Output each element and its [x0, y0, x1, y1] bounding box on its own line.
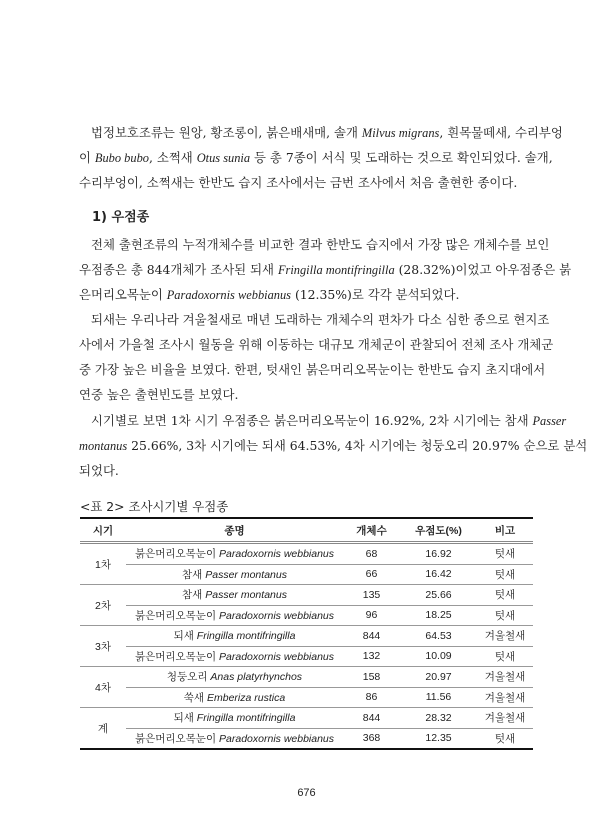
period-cell: 2차	[80, 585, 126, 626]
paragraph-line	[79, 361, 546, 379]
text-span: 법정보호조류는 원앙, 황조롱이, 붉은배새매, 솔개	[91, 125, 362, 140]
scientific-name: Fringilla montifringilla	[196, 630, 296, 643]
text-span: 수리부엉이, 소쩍새는 한반도 습지 조사에서는 금번 조사에서 처음 출현한 종이다.	[79, 175, 518, 190]
dominance-cell: 11.56	[400, 687, 477, 708]
text-span: 은머리오목눈이	[79, 287, 167, 302]
note-cell: 텃새	[477, 605, 533, 626]
text-span: , 흰목물떼새, 수리부엉	[439, 125, 563, 140]
scientific-name: Fringilla montifringilla	[196, 712, 296, 725]
count-cell: 844	[343, 708, 400, 729]
dominance-cell: 64.53	[400, 626, 477, 647]
table-row	[80, 708, 533, 729]
text-span: 되새는 우리나라 겨울철새로 매년 도래하는 개체수의 편차가 다소 심한 종으로 현지조	[91, 312, 550, 327]
paragraph-line	[79, 437, 588, 455]
korean-name: 청둥오리	[166, 671, 208, 684]
table-row	[80, 543, 533, 565]
dominance-cell: 16.92	[400, 543, 477, 565]
paragraph-line	[79, 261, 572, 279]
korean-name: 참새	[182, 589, 203, 602]
paragraph-line	[79, 286, 533, 304]
table-row	[80, 564, 533, 585]
species-cell	[126, 667, 343, 688]
scientific-name: Paradoxornis webbianus	[166, 288, 291, 302]
paragraph-line	[91, 124, 563, 142]
paragraph-line	[91, 311, 550, 329]
korean-name: 붉은머리오목눈이	[134, 650, 217, 663]
note-cell: 텃새	[477, 543, 533, 565]
period-cell: 계	[80, 708, 126, 750]
korean-name: 붉은머리오목눈이	[134, 609, 217, 622]
korean-name: 붉은머리오목눈이	[134, 732, 217, 745]
paragraph-line	[91, 236, 550, 254]
text-span: 전체 출현조류의 누적개체수를 비교한 결과 한반도 습지에서 가장 많은 개체수를 보인	[91, 237, 550, 252]
text-span: 사에서 가을철 조사시 월동을 위해 이동하는 대규모 개체군이 관찰되어 전체 조사 개체군	[79, 337, 554, 352]
table-caption: <표 2> 조사시기별 우점종	[80, 499, 229, 514]
korean-name: 되새	[173, 630, 194, 643]
header-note: 비고	[494, 524, 516, 537]
header-species: 종명	[224, 524, 245, 537]
dominant-species-table	[80, 517, 533, 750]
table-row	[80, 728, 533, 749]
table-header-row	[80, 518, 533, 543]
count-cell: 96	[343, 605, 400, 626]
paragraph-line	[79, 462, 533, 480]
section-heading: 1) 우점종	[92, 210, 150, 225]
count-cell: 68	[343, 543, 400, 565]
count-cell: 135	[343, 585, 400, 606]
korean-name: 참새	[182, 568, 203, 581]
scientific-name: Fringilla montifringilla	[277, 263, 395, 277]
scientific-name: Otus sunia	[196, 151, 251, 165]
dominance-cell: 12.35	[400, 728, 477, 749]
text-span: 등 총 7종이 서식 및 도래하는 것으로 확인되었다. 솔개,	[250, 150, 553, 165]
text-span: (12.35%)로 각각 분석되었다.	[291, 287, 460, 302]
note-cell: 텃새	[477, 564, 533, 585]
paragraph-line	[79, 174, 533, 192]
dominance-cell: 20.97	[400, 667, 477, 688]
text-span: , 소쩍새	[148, 150, 197, 165]
count-cell: 158	[343, 667, 400, 688]
dominance-cell: 10.09	[400, 646, 477, 667]
paragraph-line	[79, 336, 554, 354]
header-count: 개체수	[356, 524, 387, 537]
species-cell	[126, 605, 343, 626]
count-cell: 132	[343, 646, 400, 667]
table-body	[80, 543, 533, 750]
header-dominance: 우점도(%)	[415, 524, 462, 537]
species-cell	[126, 626, 343, 647]
table-row	[80, 646, 533, 667]
scientific-name: Passer montanus	[205, 589, 287, 602]
table-row	[80, 667, 533, 688]
note-cell: 겨울철새	[477, 667, 533, 688]
scientific-name: Paradoxornis webbianus	[219, 609, 335, 622]
count-cell: 66	[343, 564, 400, 585]
table-row	[80, 687, 533, 708]
table-row	[80, 605, 533, 626]
species-cell	[126, 585, 343, 606]
species-cell	[126, 543, 343, 565]
count-cell: 86	[343, 687, 400, 708]
species-cell	[126, 728, 343, 749]
korean-name: 쑥새	[183, 691, 205, 704]
scientific-name: montanus	[79, 439, 128, 453]
korean-name: 되새	[173, 712, 194, 725]
paragraph-line	[79, 386, 533, 404]
note-cell: 겨울철새	[477, 708, 533, 729]
period-cell: 1차	[80, 543, 126, 585]
text-span: (28.32%)이었고 아우점종은 붉	[394, 262, 572, 277]
count-cell: 844	[343, 626, 400, 647]
count-cell: 368	[343, 728, 400, 749]
scientific-name: Anas platyrhynchos	[210, 671, 303, 684]
paragraph-line	[91, 412, 567, 430]
paragraph-line	[79, 149, 553, 167]
page-number: 676	[297, 787, 316, 799]
period-cell: 3차	[80, 626, 126, 667]
text-span: 연중 높은 출현빈도를 보였다.	[79, 387, 239, 402]
text-span: 우점종은 총 844개체가 조사된 되새	[79, 262, 278, 277]
scientific-name: Emberiza rustica	[207, 691, 286, 704]
korean-name: 붉은머리오목눈이	[134, 548, 217, 561]
table-row	[80, 585, 533, 606]
text-span: 중 가장 높은 비율을 보였다. 한편, 텃새인 붉은머리오목눈이는 한반도 습지 초지대에서	[79, 362, 546, 377]
note-cell: 겨울철새	[477, 626, 533, 647]
scientific-name: Bubo bubo	[94, 151, 149, 165]
header-period: 시기	[92, 524, 114, 537]
text-span: 25.66%, 3차 시기에는 되새 64.53%, 4차 시기에는 청둥오리 20.97% 순으로 분석	[127, 438, 588, 453]
scientific-name: Paradoxornis webbianus	[219, 548, 335, 561]
dominance-cell: 16.42	[400, 564, 477, 585]
scientific-name: Paradoxornis webbianus	[219, 732, 335, 745]
species-cell	[126, 564, 343, 585]
species-cell	[126, 646, 343, 667]
dominance-cell: 18.25	[400, 605, 477, 626]
dominance-cell: 25.66	[400, 585, 477, 606]
scientific-name: Milvus migrans	[361, 126, 440, 140]
species-cell	[126, 708, 343, 729]
note-cell: 텃새	[477, 728, 533, 749]
scientific-name: Passer montanus	[205, 568, 287, 581]
note-cell: 텃새	[477, 585, 533, 606]
text-span: 시기별로 보면 1차 시기 우점종은 붉은머리오목눈이 16.92%, 2차 시기에는 참새	[91, 413, 533, 428]
scientific-name: Passer	[532, 414, 567, 428]
note-cell: 텃새	[477, 646, 533, 667]
dominance-cell: 28.32	[400, 708, 477, 729]
text-span: 이	[79, 150, 95, 165]
period-cell: 4차	[80, 667, 126, 708]
table-row	[80, 626, 533, 647]
text-span: 되었다.	[79, 463, 119, 478]
scientific-name: Paradoxornis webbianus	[219, 650, 335, 663]
species-cell	[126, 687, 343, 708]
note-cell: 겨울철새	[477, 687, 533, 708]
